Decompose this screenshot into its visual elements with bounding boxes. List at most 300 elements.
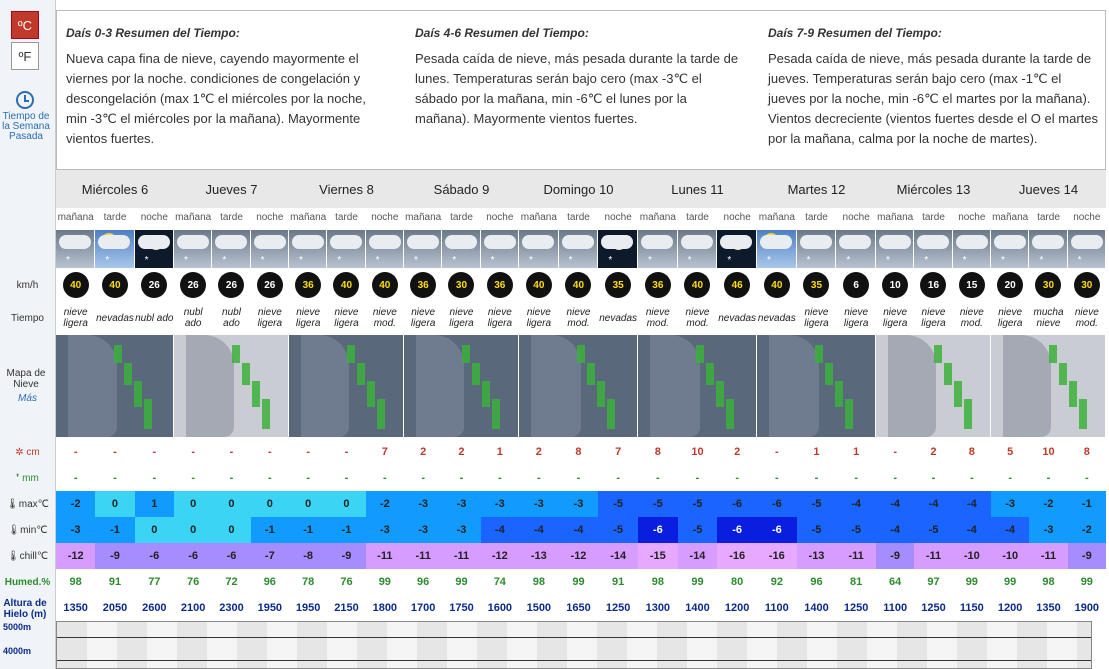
snowflake-icon: * — [260, 255, 265, 266]
weather-text: nieve mod. — [566, 307, 591, 329]
max-temp-value: -5 — [638, 491, 678, 517]
wind-cell — [289, 270, 327, 300]
wind-cell — [914, 270, 952, 300]
wind-arrow-icon: 26 — [218, 272, 244, 298]
snowflake-icon: * — [1077, 255, 1082, 266]
snowflake-icon: * — [299, 255, 303, 266]
summary-title: Daís 4-6 Resumen del Tiempo: — [415, 26, 589, 40]
wind-arrow-icon: 40 — [764, 272, 790, 298]
snow-value: 8 — [968, 446, 975, 458]
snow-map[interactable] — [757, 335, 875, 437]
weather-text: nevadas — [757, 312, 796, 324]
max-temp-value: -2 — [56, 491, 95, 517]
wind-cell — [404, 270, 442, 300]
min-temp-value: -5 — [914, 517, 952, 543]
rain-value: - — [306, 472, 310, 484]
snowflake-icon: * — [767, 255, 771, 266]
weather-icon — [56, 230, 94, 268]
time-of-day-label: mañana — [520, 211, 557, 223]
max-temp-value: -3 — [991, 491, 1029, 517]
weather-icon — [366, 230, 403, 268]
snowflake-icon: * — [144, 255, 149, 266]
max-temp-value: -6 — [717, 491, 757, 517]
humidity-value: 72 — [225, 576, 238, 588]
past-week-link[interactable]: Tiempo de la Semana Pasada — [2, 111, 50, 142]
land-shape — [301, 335, 349, 437]
snowflake-icon: * — [337, 255, 342, 266]
time-of-day-label: tarde — [567, 211, 590, 223]
max-temp-value: 0 — [212, 491, 250, 517]
humidity-value: 99 — [1004, 576, 1017, 588]
humidity-value: 76 — [187, 576, 200, 588]
weather-icon — [135, 230, 173, 268]
wind-cell — [212, 270, 250, 300]
snow-cover-mark — [252, 381, 260, 407]
chill-value: -12 — [559, 543, 599, 569]
min-temp-value: 0 — [135, 517, 174, 543]
snow-value: - — [267, 446, 272, 458]
cloud-icon — [522, 235, 554, 249]
rain-value: - — [113, 472, 117, 484]
cloud-icon — [839, 235, 871, 249]
weather-icon — [836, 230, 875, 268]
grid-line — [57, 637, 1091, 638]
wind-arrow-icon: 36 — [295, 272, 321, 298]
snow-cover-mark — [124, 363, 132, 385]
snowflake-icon: * — [66, 255, 70, 266]
weather-icon — [953, 230, 990, 268]
wind-cell — [251, 270, 289, 300]
wind-arrow-icon: 26 — [141, 272, 167, 298]
snow-value: 10 — [691, 446, 704, 458]
weather-icon — [757, 230, 796, 268]
cloud-icon — [330, 235, 362, 249]
min-temp-value: -6 — [717, 517, 757, 543]
snow-value: 7 — [381, 446, 388, 458]
time-of-day-label: noche — [371, 211, 399, 223]
freeze-level-value: 1250 — [843, 602, 869, 614]
snowflake-icon: * — [1039, 255, 1044, 266]
humidity-value: 74 — [493, 576, 506, 588]
rain-value: - — [893, 472, 897, 484]
snow-map[interactable] — [56, 335, 173, 437]
humidity-value: 99 — [378, 576, 391, 588]
min-temp-value: -5 — [836, 517, 876, 543]
cloud-icon — [681, 235, 713, 249]
max-temp-value: -5 — [598, 491, 638, 517]
snow-value: 2 — [458, 446, 465, 458]
humidity-row-label: Humed.% — [4, 577, 51, 588]
time-of-day-label: mañana — [175, 211, 212, 223]
max-temp-value: -3 — [481, 491, 519, 517]
min-temp-value: -4 — [953, 517, 991, 543]
land-shape — [769, 335, 819, 437]
time-of-day-label: mañana — [405, 211, 442, 223]
rain-value: - — [421, 472, 425, 484]
weather-text: nieve ligera — [804, 307, 829, 329]
time-of-day-label: tarde — [922, 211, 945, 223]
cloud-icon — [138, 235, 170, 249]
day-header: Sábado 9 — [404, 169, 519, 208]
humidity-value: 99 — [572, 576, 585, 588]
rain-value: - — [616, 472, 620, 484]
wind-arrow-icon: 35 — [803, 272, 829, 298]
snow-cover-mark — [1059, 363, 1067, 385]
time-of-day-label: noche — [604, 211, 632, 223]
chill-value: -16 — [757, 543, 797, 569]
snow-cover-mark — [492, 399, 500, 429]
wind-arrow-icon: 40 — [63, 272, 89, 298]
wind-arrow-icon: 36 — [645, 272, 671, 298]
rain-value: - — [655, 472, 660, 484]
day-header: Viernes 8 — [289, 169, 404, 208]
freeze-level-value: 1100 — [764, 602, 789, 614]
weather-icon — [212, 230, 249, 268]
chill-value: -9 — [95, 543, 134, 569]
weather-text: nubl ado — [183, 307, 203, 329]
chill-value: -6 — [135, 543, 174, 569]
wind-cell — [1029, 270, 1067, 300]
humidity-value: 78 — [302, 576, 315, 588]
humidity-value: 99 — [1080, 576, 1093, 588]
weather-text: nieve mod. — [645, 307, 670, 329]
snow-map[interactable] — [519, 335, 637, 437]
snow-cover-mark — [262, 399, 270, 429]
max-temp-value: 0 — [95, 491, 134, 517]
wind-cell — [1068, 270, 1106, 300]
grid-line — [57, 660, 1091, 661]
snow-cover-mark — [347, 345, 355, 363]
snow-cover-mark — [835, 381, 843, 407]
snow-cover-mark — [726, 399, 734, 429]
freeze-level-value: 1100 — [883, 602, 908, 614]
snow-value: 10 — [1042, 446, 1055, 458]
snowflake-icon: * — [687, 255, 692, 266]
freeze-level-value: 1800 — [372, 602, 398, 614]
snowflake-icon: * — [648, 255, 652, 266]
summary-title: Daís 7-9 Resumen del Tiempo: — [768, 26, 942, 40]
snow-cover-mark — [462, 345, 470, 363]
snow-map[interactable] — [404, 335, 518, 437]
freeze-level-value: 1350 — [63, 602, 88, 614]
humidity-value: 98 — [651, 576, 664, 588]
wind-cell — [797, 270, 837, 300]
snow-cover-mark — [716, 381, 724, 407]
min-temp-value: -1 — [289, 517, 327, 543]
min-temp-value: -3 — [366, 517, 404, 543]
max-temp-value: -4 — [836, 491, 876, 517]
chill-row-label: 🌡chill℃ — [6, 551, 49, 562]
land-shape — [888, 335, 936, 437]
rain-value: - — [229, 472, 234, 484]
snow-map[interactable] — [174, 335, 288, 437]
time-of-day-label: mañana — [992, 211, 1029, 223]
weather-icon — [481, 230, 518, 268]
wind-arrow-icon: 30 — [448, 272, 474, 298]
snow-value: - — [229, 446, 234, 458]
clock-icon[interactable] — [16, 91, 34, 109]
land-shape — [186, 335, 234, 437]
time-of-day-label: tarde — [335, 211, 358, 223]
cloud-icon — [800, 235, 832, 249]
wind-arrow-icon: 35 — [605, 272, 631, 298]
min-temp-value: -3 — [404, 517, 442, 543]
weather-icon — [442, 230, 479, 268]
wind-cell — [481, 270, 519, 300]
weather-text: nieve ligera — [921, 307, 946, 329]
wind-arrow-icon: 10 — [882, 272, 908, 298]
chill-value: -13 — [519, 543, 559, 569]
chill-value: -7 — [251, 543, 289, 569]
min-temp-value: 0 — [212, 517, 250, 543]
max-temp-value: 0 — [174, 491, 212, 517]
weather-text: nieve mod. — [372, 307, 397, 329]
cloud-icon — [879, 235, 911, 249]
day-header: Martes 12 — [757, 169, 876, 208]
min-temp-value: -5 — [678, 517, 718, 543]
wind-arrow-icon: 26 — [257, 272, 283, 298]
snowflake-icon: * — [414, 255, 418, 266]
min-temp-value: -3 — [442, 517, 480, 543]
weather-icon — [1029, 230, 1066, 268]
weather-text: nubl ado — [135, 312, 174, 324]
wind-arrow-icon: 36 — [487, 272, 513, 298]
summary-days-4-6 — [415, 23, 745, 129]
weather-text: nevadas — [599, 312, 638, 324]
chill-value: -6 — [174, 543, 212, 569]
chill-value: -11 — [442, 543, 480, 569]
wind-cell — [876, 270, 914, 300]
weather-text: nevadas — [96, 312, 134, 324]
freeze-level-value: 2300 — [219, 602, 244, 614]
snow-cover-mark — [482, 381, 490, 407]
snowflake-icon: * — [608, 255, 613, 266]
snow-cover-mark — [845, 399, 853, 429]
snow-cover-mark — [815, 345, 823, 363]
time-of-day-label: noche — [723, 211, 751, 223]
freeze-level-value: 1650 — [566, 602, 591, 614]
freezing-level-chart — [56, 621, 1092, 669]
weather-icon — [519, 230, 558, 268]
chill-value: -10 — [991, 543, 1029, 569]
land-shape — [650, 335, 700, 437]
weather-row-label: Tiempo — [11, 313, 44, 324]
snowmap-more-link[interactable]: Más — [18, 393, 37, 404]
fahrenheit-button[interactable]: ºF — [11, 42, 39, 70]
weather-icon — [678, 230, 717, 268]
rain-value: - — [1084, 472, 1089, 484]
freeze-level-value: 1750 — [449, 602, 474, 614]
cloud-icon — [98, 235, 130, 249]
weather-icon — [1068, 230, 1105, 268]
snow-cover-mark — [114, 345, 122, 363]
land-shape — [1003, 335, 1051, 437]
left-panel — [0, 0, 56, 669]
freeze-level-value: 1700 — [410, 602, 436, 614]
weather-icon — [327, 230, 364, 268]
time-of-day-label: tarde — [686, 211, 709, 223]
thermometer-icon: 🌡 — [6, 551, 20, 562]
min-temp-value: -3 — [1029, 517, 1067, 543]
weather-text: nieve mod. — [959, 307, 984, 329]
chill-value: -6 — [212, 543, 250, 569]
max-temp-value: 0 — [251, 491, 289, 517]
snow-cover-mark — [134, 381, 142, 407]
weather-summary — [56, 10, 1106, 169]
wind-arrow-icon: 40 — [372, 272, 398, 298]
freeze-level-value: 1600 — [487, 602, 513, 614]
rain-row-label: ❜ mm — [16, 473, 39, 484]
wind-cell — [559, 270, 599, 300]
weather-icon — [174, 230, 211, 268]
time-of-day-label: tarde — [1037, 211, 1060, 223]
min-temp-value: -4 — [876, 517, 914, 543]
snow-cover-mark — [377, 399, 385, 429]
rain-value: - — [536, 472, 541, 484]
time-of-day-label: tarde — [805, 211, 828, 223]
snow-value: 2 — [420, 446, 427, 458]
snow-map[interactable] — [991, 335, 1105, 437]
chill-value: -14 — [598, 543, 638, 569]
humidity-value: 77 — [148, 576, 161, 588]
rain-value: - — [267, 472, 272, 484]
cloud-icon — [562, 235, 594, 249]
rain-value: - — [931, 472, 936, 484]
wind-arrow-icon: 26 — [180, 272, 206, 298]
time-of-day-label: noche — [140, 211, 168, 223]
humidity-value: 98 — [69, 576, 82, 588]
wind-cell — [135, 270, 174, 300]
weather-text: nieve ligera — [526, 307, 552, 329]
freeze-level-value: 1350 — [1036, 602, 1061, 614]
wind-cell — [638, 270, 678, 300]
raindrop-icon: ❜ — [16, 473, 20, 484]
wind-cell — [836, 270, 876, 300]
chill-value: -16 — [717, 543, 757, 569]
snowflake-icon: * — [806, 255, 811, 266]
snow-value: 5 — [1007, 446, 1014, 458]
min-temp-value: -3 — [56, 517, 95, 543]
snow-cover-mark — [964, 399, 972, 429]
weather-icon — [717, 230, 756, 268]
snow-value: - — [73, 446, 78, 458]
weather-text: nieve ligera — [295, 307, 321, 329]
wind-row-label: km/h — [16, 280, 39, 291]
wind-cell — [678, 270, 718, 300]
weather-text: nieve ligera — [334, 307, 359, 329]
cloud-icon — [177, 235, 209, 249]
snow-value: - — [893, 446, 897, 458]
rain-value: - — [191, 472, 195, 484]
max-temp-value: -3 — [559, 491, 599, 517]
cloud-icon — [254, 235, 286, 249]
snow-cover-mark — [577, 345, 585, 363]
snow-value: 2 — [535, 446, 542, 458]
weather-icon — [638, 230, 677, 268]
chill-value: -11 — [836, 543, 876, 569]
chill-value: -15 — [638, 543, 678, 569]
thermometer-icon: 🌡 — [7, 525, 21, 536]
wind-arrow-icon: 40 — [684, 272, 710, 298]
snow-value: - — [113, 446, 117, 458]
wind-arrow-icon: 15 — [959, 272, 985, 298]
snow-map[interactable] — [638, 335, 756, 437]
snow-cover-mark — [367, 381, 375, 407]
freeze-level-value: 1300 — [645, 602, 671, 614]
freeze-level-value: 1200 — [724, 602, 750, 614]
snow-value: - — [306, 446, 310, 458]
weather-icon — [598, 230, 637, 268]
humidity-value: 98 — [532, 576, 545, 588]
max-temp-value: -5 — [678, 491, 718, 517]
snow-cover-mark — [706, 363, 714, 385]
snowflake-icon: ✲ — [15, 447, 24, 458]
min-temp-value: -2 — [1068, 517, 1106, 543]
summary-days-7-9 — [768, 23, 1098, 149]
chill-value: -10 — [953, 543, 991, 569]
weather-text: nieve mod. — [685, 307, 710, 329]
max-temp-value: -3 — [519, 491, 559, 517]
snow-cover-mark — [954, 381, 962, 407]
rain-value: - — [854, 472, 858, 484]
snow-map[interactable] — [876, 335, 990, 437]
max-row-label: 🌡max℃ — [6, 499, 49, 510]
wind-arrow-icon: 40 — [333, 272, 359, 298]
wind-arrow-icon: 6 — [843, 272, 869, 298]
freeze-level-value: 1950 — [295, 602, 321, 614]
min-temp-value: -1 — [327, 517, 365, 543]
weather-icon — [991, 230, 1028, 268]
snow-value: - — [191, 446, 195, 458]
chill-value: -14 — [678, 543, 718, 569]
max-temp-value: 1 — [135, 491, 174, 517]
weather-text: nevadas — [718, 312, 757, 324]
chill-value: -13 — [797, 543, 837, 569]
weather-text: nubl ado — [222, 307, 241, 329]
wind-cell — [717, 270, 757, 300]
min-row-label: 🌡min℃ — [7, 525, 48, 536]
snow-value: 1 — [813, 446, 820, 458]
humidity-value: 81 — [850, 576, 863, 588]
freeze-level-value: 1250 — [605, 602, 631, 614]
day-header: Jueves 14 — [991, 169, 1106, 208]
snow-cover-mark — [144, 399, 152, 429]
snow-cover-mark — [1069, 381, 1077, 407]
snowflake-icon: * — [105, 255, 110, 266]
min-temp-value: -6 — [638, 517, 678, 543]
max-temp-value: -6 — [757, 491, 797, 517]
snowflake-icon: * — [1001, 255, 1005, 266]
cloud-icon — [292, 235, 324, 249]
snow-value: 8 — [575, 446, 582, 458]
summary-title: Daís 0-3 Resumen del Tiempo: — [66, 26, 240, 40]
wind-arrow-icon: 16 — [920, 272, 946, 298]
min-temp-value: -1 — [95, 517, 134, 543]
freeze-level-value: 1150 — [959, 602, 984, 614]
max-temp-value: -4 — [914, 491, 952, 517]
day-header: Jueves 7 — [174, 169, 289, 208]
snowflake-icon: * — [568, 255, 573, 266]
chill-value: -9 — [327, 543, 365, 569]
wind-cell — [327, 270, 365, 300]
snow-value: - — [344, 446, 349, 458]
chill-value: -11 — [404, 543, 442, 569]
wind-arrow-icon: 30 — [1035, 272, 1061, 298]
celsius-button[interactable]: ºC — [11, 11, 39, 39]
snow-map[interactable] — [289, 335, 403, 437]
snow-value: - — [774, 446, 779, 458]
snow-value: 7 — [615, 446, 622, 458]
